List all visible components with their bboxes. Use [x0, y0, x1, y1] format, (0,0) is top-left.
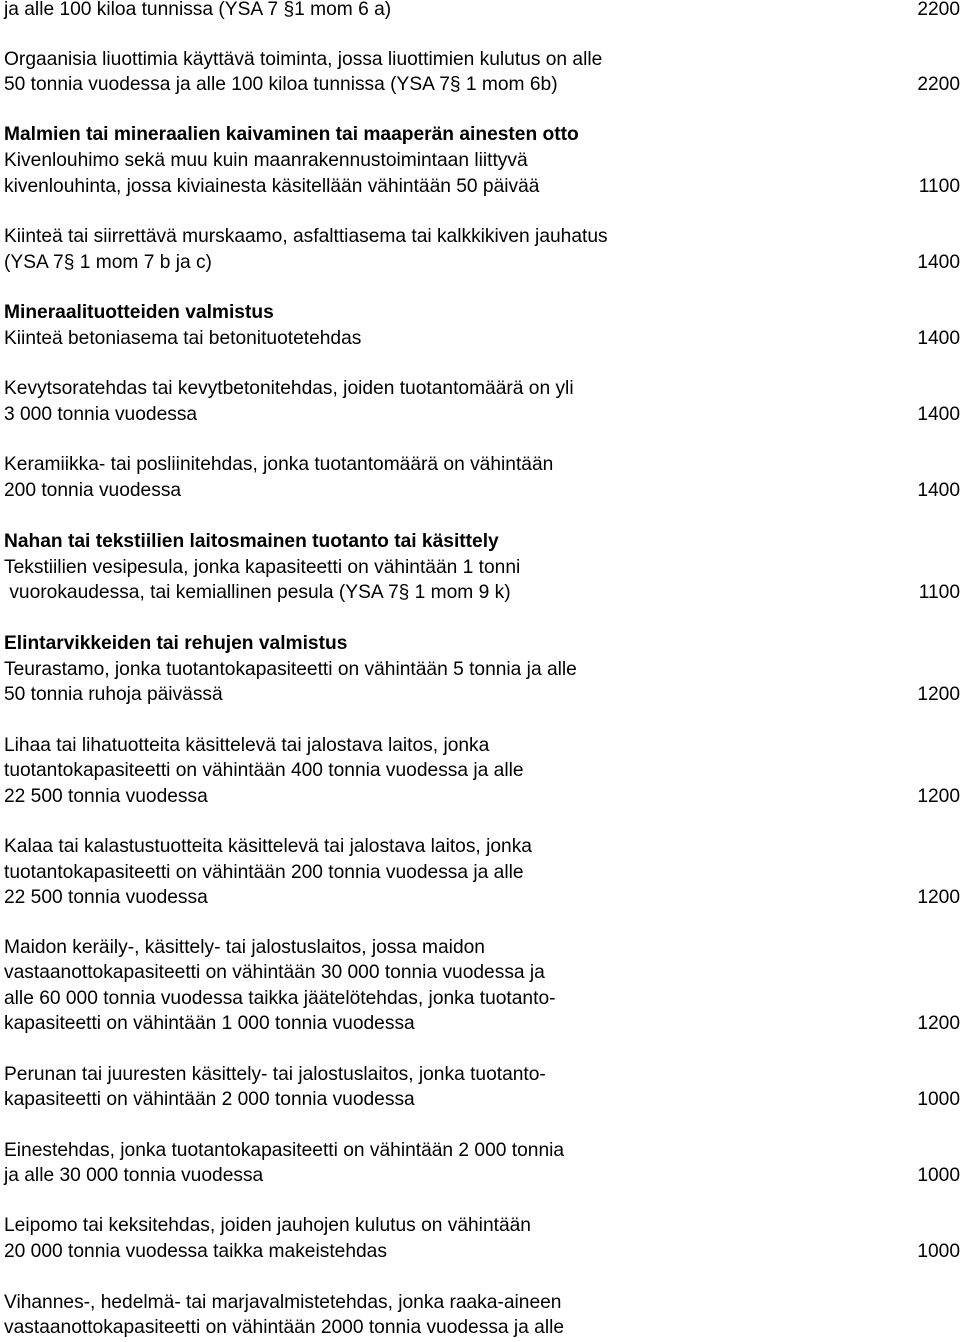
entry-value: 1100	[918, 176, 960, 197]
entry-text: kivenlouhinta, jossa kiviainesta käsitellään vähintään 50 päivää	[4, 176, 540, 197]
entry-value: 1200	[917, 1013, 960, 1034]
entry-value: 1400	[917, 328, 960, 349]
entry-line	[4, 1062, 960, 1088]
entry-line	[4, 1315, 960, 1341]
section-heading	[4, 631, 960, 657]
entry-text: 50 tonnia vuodessa ja alle 100 kiloa tunnissa (YSA 7§ 1 mom 6b)	[4, 74, 558, 95]
entry-text: Kalaa tai kalastustuotteita käsittelevä tai jalostava laitos, jonka	[4, 836, 532, 857]
entry-line	[4, 784, 960, 810]
entry-line	[4, 478, 960, 504]
entry-line	[4, 174, 960, 200]
entry-line	[4, 733, 960, 759]
entry-value: 1400	[917, 404, 960, 425]
entry-text: kapasiteetti on vähintään 2 000 tonnia vuodessa	[4, 1089, 415, 1110]
entry-text: Tekstiilien vesipesula, jonka kapasiteetti on vähintään 1 tonni	[4, 557, 521, 578]
entry-text: 3 000 tonnia vuodessa	[4, 404, 198, 425]
entry-value: 1400	[917, 480, 960, 501]
entry-text: 22 500 tonnia vuodessa	[4, 786, 208, 807]
entry-text: Teurastamo, jonka tuotantokapasiteetti on vähintään 5 tonnia ja alle	[4, 659, 577, 680]
entry-value: 2200	[917, 0, 960, 20]
entry-line	[4, 1163, 960, 1189]
entry-line	[4, 860, 960, 886]
entry-line	[4, 960, 960, 986]
entry-line	[4, 657, 960, 683]
entry-line	[4, 986, 960, 1012]
entry-text: ja alle 100 kiloa tunnissa (YSA 7 §1 mom 6 a)	[4, 0, 392, 20]
entry-value: 1400	[917, 252, 960, 273]
entry-line	[4, 834, 960, 860]
entry-text: Elintarvikkeiden tai rehujen valmistus	[4, 633, 348, 654]
entry-value: 2200	[917, 74, 960, 95]
entry-text: 20 000 tonnia vuodessa taikka makeistehdas	[4, 1241, 387, 1262]
entry-text: Orgaanisia liuottimia käyttävä toiminta, jossa liuottimien kulutus on alle	[4, 49, 603, 70]
entry-line	[4, 885, 960, 911]
entry-text: Vihannes-, hedelmä- tai marjavalmistetehdas, jonka raaka-aineen	[4, 1292, 562, 1313]
entry-line	[4, 1011, 960, 1037]
entry-line	[4, 758, 960, 784]
entry-text: 50 tonnia ruhoja päivässä	[4, 684, 223, 705]
entry-text: vastaanottokapasiteetti on vähintään 30 000 tonnia vuodessa ja	[4, 962, 545, 983]
entry-value: 1200	[917, 684, 960, 705]
section-heading	[4, 529, 960, 555]
entry-text: Leipomo tai keksitehdas, joiden jauhojen kulutus on vähintään	[4, 1215, 531, 1236]
entry-line	[4, 72, 960, 98]
entry-text: 22 500 tonnia vuodessa	[4, 887, 208, 908]
entry-text: vastaanottokapasiteetti on vähintään 2000 tonnia vuodessa ja alle	[4, 1317, 565, 1338]
entry-value: 1000	[917, 1241, 960, 1262]
entry-text: Kiinteä tai siirrettävä murskaamo, asfalttiasema tai kalkkikiven jauhatus	[4, 226, 608, 247]
entry-line	[4, 148, 960, 174]
entry-line	[4, 250, 960, 276]
entry-text: Mineraalituotteiden valmistus	[4, 302, 274, 323]
entry-line	[4, 1290, 960, 1316]
entry-line	[4, 224, 960, 250]
entry-text: Perunan tai juuresten käsittely- tai jalostuslaitos, jonka tuotanto-	[4, 1064, 546, 1085]
entry-text: Malmien tai mineraalien kaivaminen tai maaperän ainesten otto	[4, 124, 579, 145]
entry-line	[4, 326, 960, 352]
entry-text: kapasiteetti on vähintään 1 000 tonnia vuodessa	[4, 1013, 415, 1034]
entry-line	[4, 682, 960, 708]
entry-text: Nahan tai tekstiilien laitosmainen tuotanto tai käsittely	[4, 531, 499, 552]
entry-text: Kiinteä betoniasema tai betonituotetehdas	[4, 328, 362, 349]
entry-text: ja alle 30 000 tonnia vuodessa	[4, 1165, 264, 1186]
entry-line	[4, 0, 960, 23]
section-heading	[4, 122, 960, 148]
entry-text: tuotantokapasiteetti on vähintään 200 tonnia vuodessa ja alle	[4, 862, 524, 883]
entry-line	[4, 402, 960, 428]
entry-text: tuotantokapasiteetti on vähintään 400 tonnia vuodessa ja alle	[4, 760, 524, 781]
entry-text: vuorokaudessa, tai kemiallinen pesula (YSA 7§ 1 mom 9 k)	[4, 582, 511, 603]
entry-line	[4, 555, 960, 581]
entry-text: Maidon keräily-, käsittely- tai jalostuslaitos, jossa maidon	[4, 937, 485, 958]
entry-text: alle 60 000 tonnia vuodessa taikka jäätelötehdas, jonka tuotanto-	[4, 988, 556, 1009]
entry-line	[4, 935, 960, 961]
entry-line	[4, 1239, 960, 1265]
entry-value: 1200	[917, 786, 960, 807]
entry-line	[4, 1213, 960, 1239]
entry-line	[4, 47, 960, 73]
entry-text: Keramiikka- tai posliinitehdas, jonka tuotantomäärä on vähintään	[4, 454, 554, 475]
entry-text: Einestehdas, jonka tuotantokapasiteetti on vähintään 2 000 tonnia	[4, 1140, 565, 1161]
entry-line	[4, 1138, 960, 1164]
entry-value: 1100	[918, 582, 960, 603]
entry-value: 1000	[917, 1089, 960, 1110]
entry-line	[4, 1087, 960, 1113]
entry-text: Kevytsoratehdas tai kevytbetonitehdas, joiden tuotantomäärä on yli	[4, 378, 574, 399]
entry-text: 200 tonnia vuodessa	[4, 480, 182, 501]
entry-value: 1200	[917, 887, 960, 908]
entry-text: Kivenlouhimo sekä muu kuin maanrakennustoimintaan liittyvä	[4, 150, 528, 171]
entry-line	[4, 580, 960, 606]
entry-value: 1000	[917, 1165, 960, 1186]
entry-line	[4, 376, 960, 402]
entry-text: Lihaa tai lihatuotteita käsittelevä tai jalostava laitos, jonka	[4, 735, 490, 756]
section-heading	[4, 300, 960, 326]
entry-text: (YSA 7§ 1 mom 7 b ja c)	[4, 252, 212, 273]
entry-line	[4, 452, 960, 478]
